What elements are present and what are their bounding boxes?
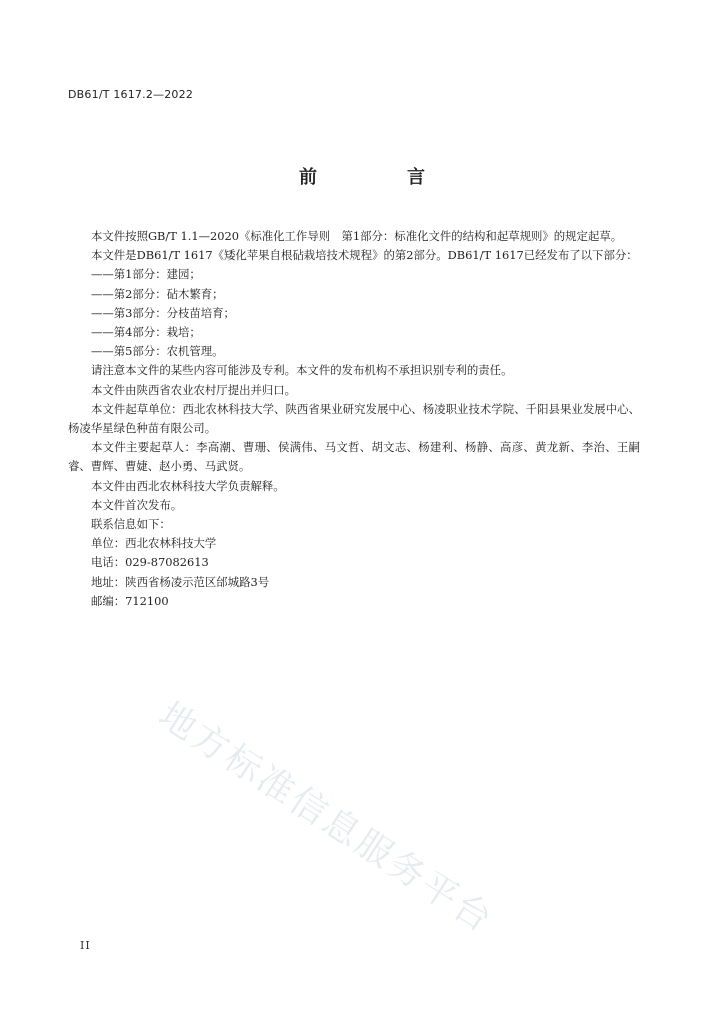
drafters: 本文件主要起草人：李高潮、曹珊、侯满伟、马文哲、胡文志、杨建利、杨静、高彦、黄龙新、李治、王嗣睿、曹辉、曹婕、赵小勇、马武贤。 xyxy=(68,440,640,474)
interpretation-statement: 本文件由西北农林科技大学负责解释。 xyxy=(91,478,285,493)
contact-address: 地址：陕西省杨凌示范区邰城路3号 xyxy=(91,574,270,589)
list-item: ——第5部分：农机管理。 xyxy=(91,344,224,359)
page-number: II xyxy=(80,939,91,952)
contact-info xyxy=(68,534,640,611)
parts-list xyxy=(68,265,640,361)
list-item: ——第4部分：栽培； xyxy=(91,325,201,340)
list-item: ——第3部分：分枝苗培育； xyxy=(91,305,235,320)
watermark: 地方标准信息服务平台 xyxy=(151,694,501,942)
drafting-units: 本文件起草单位：西北农林科技大学、陕西省果业研究发展中心、杨凌职业技术学院、千阳县果业发展中心、杨凌华星绿色种苗有限公司。 xyxy=(68,401,640,436)
foreword-body xyxy=(68,227,640,611)
first-release-statement: 本文件首次发布。 xyxy=(91,497,183,512)
contact-intro: 联系信息如下： xyxy=(91,517,171,532)
patent-statement: 请注意本文件的某些内容可能涉及专利。本文件的发布机构不承担识别专利的责任。 xyxy=(91,363,513,378)
page-title: 前 言 xyxy=(299,167,461,188)
proposer-statement: 本文件由陕西省农业农村厅提出并归口。 xyxy=(91,382,297,397)
contact-unit: 单位：西北农林科技大学 xyxy=(91,536,217,551)
list-item: ——第2部分：砧木繁育； xyxy=(91,286,224,301)
paragraph-drafting-basis: 本文件按照GB/T 1.1—2020《标准化工作导则 第1部分：标准化文件的结构和起草规则》的规定起草。 xyxy=(91,229,623,243)
contact-phone: 电话：029-87082613 xyxy=(91,555,209,570)
contact-postcode: 邮编：712100 xyxy=(91,593,169,608)
standard-code: DB61/T 1617.2—2022 xyxy=(68,88,194,101)
list-item: ——第1部分：建园； xyxy=(91,267,201,282)
paragraph-series-info: 本文件是DB61/T 1617《矮化苹果自根砧栽培技术规程》的第2部分。DB61/T 1617已经发布了以下部分： xyxy=(91,248,638,263)
